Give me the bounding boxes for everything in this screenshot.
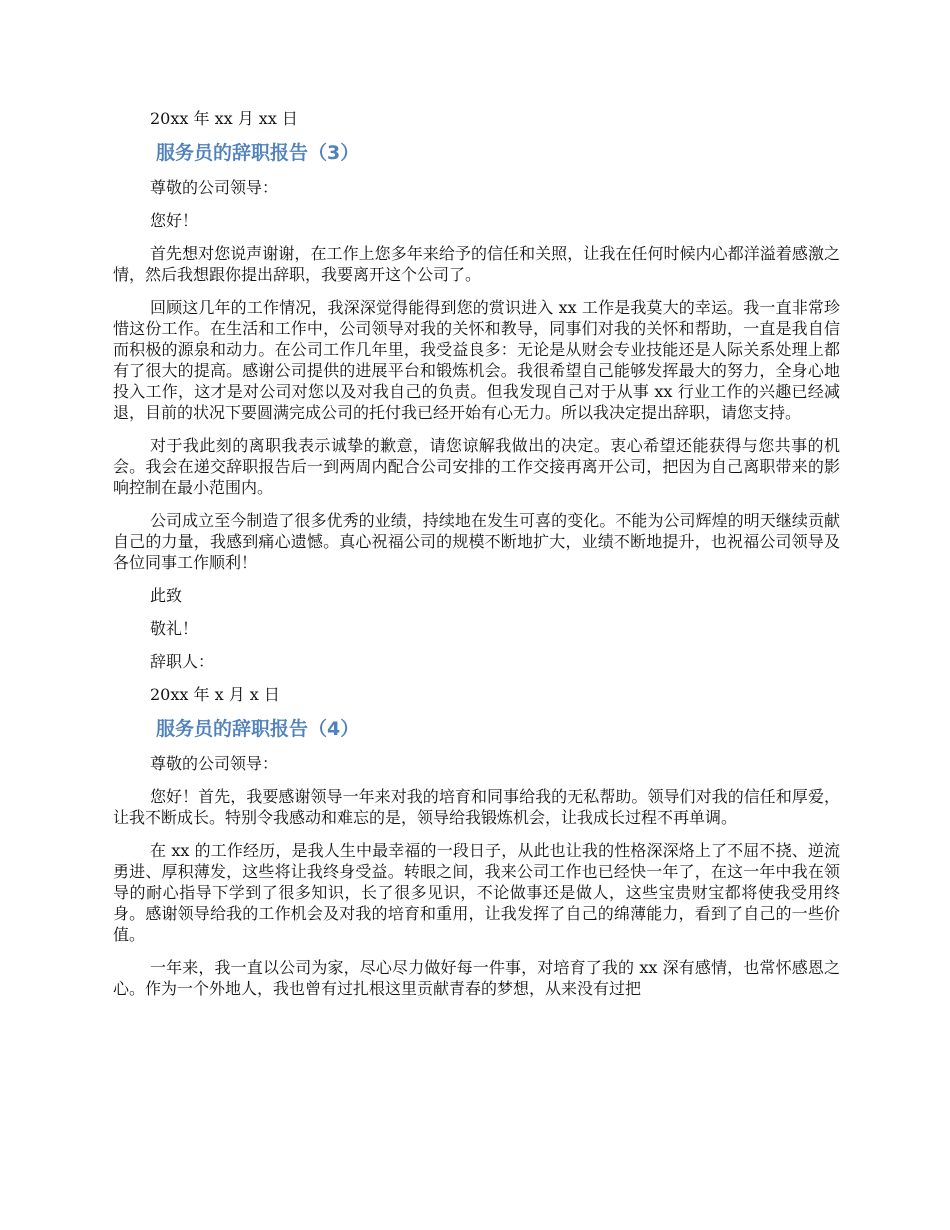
paragraph: 对于我此刻的离职我表示诚挚的歉意，请您谅解我做出的决定。衷心希望还能获得与您共事的机会。我会在递交辞职报告后一到两周内配合公司安排的工作交接再离开公司，把因为自己离职带来的影响控制在最小范围内。 (113, 436, 840, 497)
paragraph: 一年来，我一直以公司为家，尽心尽力做好每一件事，对培育了我的 xx 深有感情，也常怀感恩之心。作为一个外地人，我也曾有过扎根这里贡献青春的梦想，从来没有过把 (113, 958, 840, 998)
paragraph: 在 xx 的工作经历，是我人生中最幸福的一段日子，从此也让我的性格深深烙上了不屈不挠、逆流勇进、厚积薄发，这些将让我终身受益。转眼之间，我来公司工作也已经快一年了，在这一年中我在领导的耐心指导下学到了很多知识，长了很多见识，不论做事还是做人，这些宝贵财宝都将使我受用终身。感谢领导给我的工作机会及对我的培育和重用，让我发挥了自己的绵薄能力，看到了自己的一些价值。 (113, 841, 840, 944)
closing-line: 此致 (150, 586, 183, 605)
greeting: 您好！ (150, 211, 199, 230)
paragraph: 公司成立至今制造了很多优秀的业绩，持续地在发生可喜的变化。不能为公司辉煌的明天继续贡献自己的力量，我感到痛心遗憾。真心祝福公司的规模不断地扩大，业绩不断地提升，也祝福公司领导及各位同事工作顺利！ (113, 511, 840, 572)
salutation: 尊敬的公司领导： (150, 754, 279, 773)
closing-line: 敬礼！ (150, 619, 199, 638)
signer-line: 辞职人： (150, 652, 215, 671)
date-line: 20xx 年 xx 月 xx 日 (150, 109, 298, 128)
paragraph: 您好！首先，我要感谢领导一年来对我的培育和同事给我的无私帮助。领导们对我的信任和厚爱，让我不断成长。特别令我感动和难忘的是，领导给我锻炼机会，让我成长过程不再单调。 (113, 787, 840, 827)
paragraph: 首先想对您说声谢谢，在工作上您多年来给予的信任和关照，让我在任何时候内心都洋溢着感激之情，然后我想跟你提出辞职，我要离开这个公司了。 (113, 244, 840, 284)
section-heading-4: 服务员的辞职报告（4） (156, 718, 360, 740)
date-line: 20xx 年 x 月 x 日 (150, 685, 280, 704)
paragraph: 回顾这几年的工作情况，我深深觉得能得到您的赏识进入 xx 工作是我莫大的幸运。我一直非常珍惜这份工作。在生活和工作中，公司领导对我的关怀和教导，同事们对我的关怀和帮助，一直是我自信而积极的源泉和动力。在公司工作几年里，我受益良多：无论是从财会专业技能还是人际关系处理上都有了很大的提高。感谢公司提供的进展平台和锻炼机会。我很希望自己能够发挥最大的努力，全身心地投入工作，这才是对公司对您以及对我自己的负责。但我发现自己对于从事 xx 行业工作的兴趣已经减退，目前的状况下要圆满完成公司的托付我已经开始有心无力。所以我决定提出辞职，请您支持。 (113, 298, 840, 422)
document-page (113, 108, 840, 1011)
salutation: 尊敬的公司领导： (150, 178, 279, 197)
section-heading-3: 服务员的辞职报告（3） (156, 142, 360, 164)
